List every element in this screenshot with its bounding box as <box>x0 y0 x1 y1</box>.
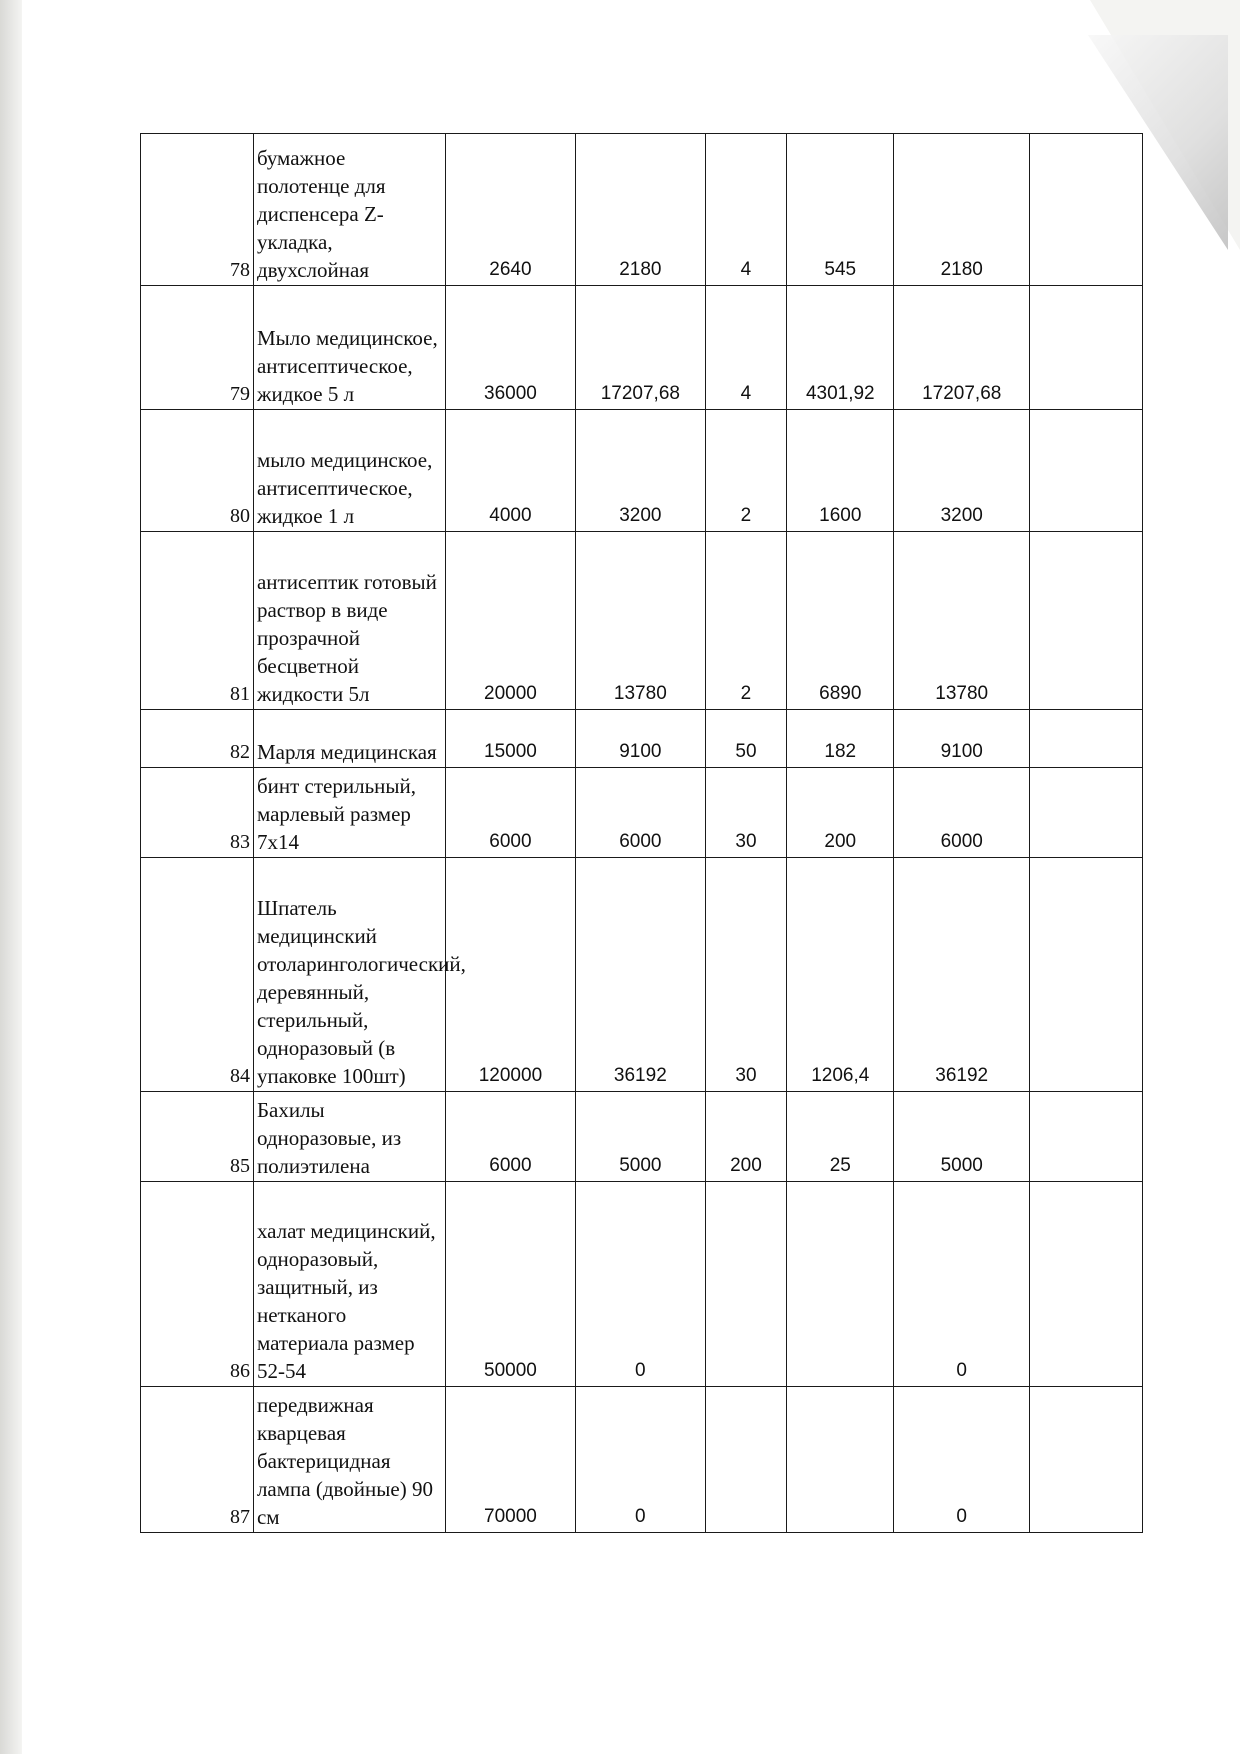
total-amount: 3200 <box>894 410 1030 532</box>
unit-price: 6890 <box>787 532 894 710</box>
item-name: мыло медицинское, антисептическое, жидкое 1 л <box>253 410 445 532</box>
total-amount: 2180 <box>894 134 1030 286</box>
total-amount: 13780 <box>894 532 1030 710</box>
actual-amount: 0 <box>575 1387 705 1533</box>
planned-amount: 4000 <box>445 410 575 532</box>
actual-amount: 13780 <box>575 532 705 710</box>
item-name: бинт стерильный, марлевый размер 7х14 <box>253 768 445 858</box>
empty-cell <box>1029 858 1142 1092</box>
row-number: 82 <box>141 710 254 768</box>
table-row <box>141 768 1143 858</box>
unit-price <box>787 1387 894 1533</box>
item-name: Марля медицинская <box>253 710 445 768</box>
unit-price: 1206,4 <box>787 858 894 1092</box>
actual-amount: 9100 <box>575 710 705 768</box>
actual-amount: 5000 <box>575 1092 705 1182</box>
table-row <box>141 710 1143 768</box>
total-amount: 0 <box>894 1182 1030 1387</box>
empty-cell <box>1029 710 1142 768</box>
row-number: 84 <box>141 858 254 1092</box>
planned-amount: 2640 <box>445 134 575 286</box>
planned-amount: 6000 <box>445 768 575 858</box>
actual-amount: 17207,68 <box>575 286 705 410</box>
empty-cell <box>1029 1182 1142 1387</box>
unit-price: 200 <box>787 768 894 858</box>
empty-cell <box>1029 134 1142 286</box>
planned-amount: 20000 <box>445 532 575 710</box>
row-number: 79 <box>141 286 254 410</box>
table-row <box>141 532 1143 710</box>
quantity <box>705 1182 786 1387</box>
row-number: 80 <box>141 410 254 532</box>
row-number: 83 <box>141 768 254 858</box>
unit-price: 1600 <box>787 410 894 532</box>
row-number: 78 <box>141 134 254 286</box>
actual-amount: 0 <box>575 1182 705 1387</box>
item-name: Шпатель медицинский отоларингологический, деревянный, стерильный, одноразовый (в упаковке 100шт) <box>253 858 445 1092</box>
actual-amount: 3200 <box>575 410 705 532</box>
planned-amount: 70000 <box>445 1387 575 1533</box>
empty-cell <box>1029 410 1142 532</box>
row-number: 87 <box>141 1387 254 1533</box>
quantity: 2 <box>705 532 786 710</box>
row-number: 86 <box>141 1182 254 1387</box>
planned-amount: 50000 <box>445 1182 575 1387</box>
empty-cell <box>1029 768 1142 858</box>
scan-shadow-edge <box>0 0 22 1754</box>
total-amount: 6000 <box>894 768 1030 858</box>
planned-amount: 6000 <box>445 1092 575 1182</box>
unit-price <box>787 1182 894 1387</box>
quantity: 200 <box>705 1092 786 1182</box>
total-amount: 17207,68 <box>894 286 1030 410</box>
quantity <box>705 1387 786 1533</box>
item-name: Мыло медицинское, антисептическое, жидкое 5 л <box>253 286 445 410</box>
quantity: 30 <box>705 768 786 858</box>
table-row <box>141 1387 1143 1533</box>
item-name: бумажное полотенце для диспенсера Z-укладка, двухслойная <box>253 134 445 286</box>
item-name: халат медицинский, одноразовый, защитный, из нетканого материала размер 52-54 <box>253 1182 445 1387</box>
unit-price: 25 <box>787 1092 894 1182</box>
total-amount: 36192 <box>894 858 1030 1092</box>
table-row <box>141 1092 1143 1182</box>
quantity: 4 <box>705 286 786 410</box>
procurement-table <box>140 133 1143 1533</box>
quantity: 2 <box>705 410 786 532</box>
quantity: 30 <box>705 858 786 1092</box>
planned-amount: 120000 <box>445 858 575 1092</box>
item-name: антисептик готовый раствор в виде прозрачной бесцветной жидкости 5л <box>253 532 445 710</box>
empty-cell <box>1029 286 1142 410</box>
table-row <box>141 410 1143 532</box>
empty-cell <box>1029 1387 1142 1533</box>
table-row <box>141 286 1143 410</box>
unit-price: 4301,92 <box>787 286 894 410</box>
table-row <box>141 1182 1143 1387</box>
table-row <box>141 134 1143 286</box>
row-number: 81 <box>141 532 254 710</box>
item-name: Бахилы одноразовые, из полиэтилена <box>253 1092 445 1182</box>
empty-cell <box>1029 532 1142 710</box>
empty-cell <box>1029 1092 1142 1182</box>
total-amount: 9100 <box>894 710 1030 768</box>
actual-amount: 2180 <box>575 134 705 286</box>
unit-price: 545 <box>787 134 894 286</box>
item-name: передвижная кварцевая бактерицидная лампа (двойные) 90 см <box>253 1387 445 1533</box>
unit-price: 182 <box>787 710 894 768</box>
actual-amount: 36192 <box>575 858 705 1092</box>
planned-amount: 15000 <box>445 710 575 768</box>
total-amount: 0 <box>894 1387 1030 1533</box>
quantity: 50 <box>705 710 786 768</box>
actual-amount: 6000 <box>575 768 705 858</box>
quantity: 4 <box>705 134 786 286</box>
table-row <box>141 858 1143 1092</box>
row-number: 85 <box>141 1092 254 1182</box>
total-amount: 5000 <box>894 1092 1030 1182</box>
planned-amount: 36000 <box>445 286 575 410</box>
